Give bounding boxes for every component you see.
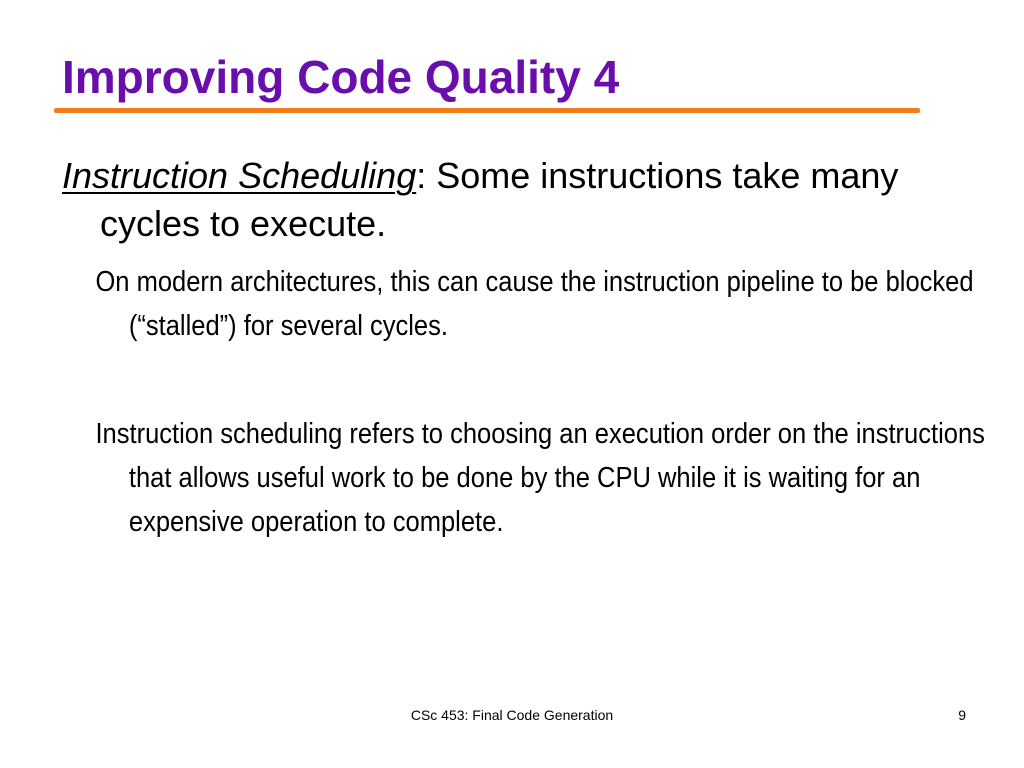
bullet-sub-stall: On modern architectures, this can cause the instruction pipeline to be blocked (“stalled”) for several cycles. (95, 266, 974, 342)
footer-page-number: 9 (958, 707, 966, 723)
bullet-sub-scheduling: Instruction scheduling refers to choosing an execution order on the instructions that allows useful work to be done by the CPU while it is waiting for an expensive operation to complete. (95, 418, 985, 538)
bullet-main (62, 152, 962, 248)
slide-body (62, 152, 985, 544)
bullet-main-term: Instruction Scheduling (62, 155, 417, 196)
slide-title: Improving Code Quality 4 (62, 51, 620, 103)
title-underline-rule (54, 108, 920, 113)
footer-course-title: CSc 453: Final Code Generation (410, 707, 614, 723)
bullet-main-text: : Some instructions take many cycles to execute. (100, 155, 899, 244)
